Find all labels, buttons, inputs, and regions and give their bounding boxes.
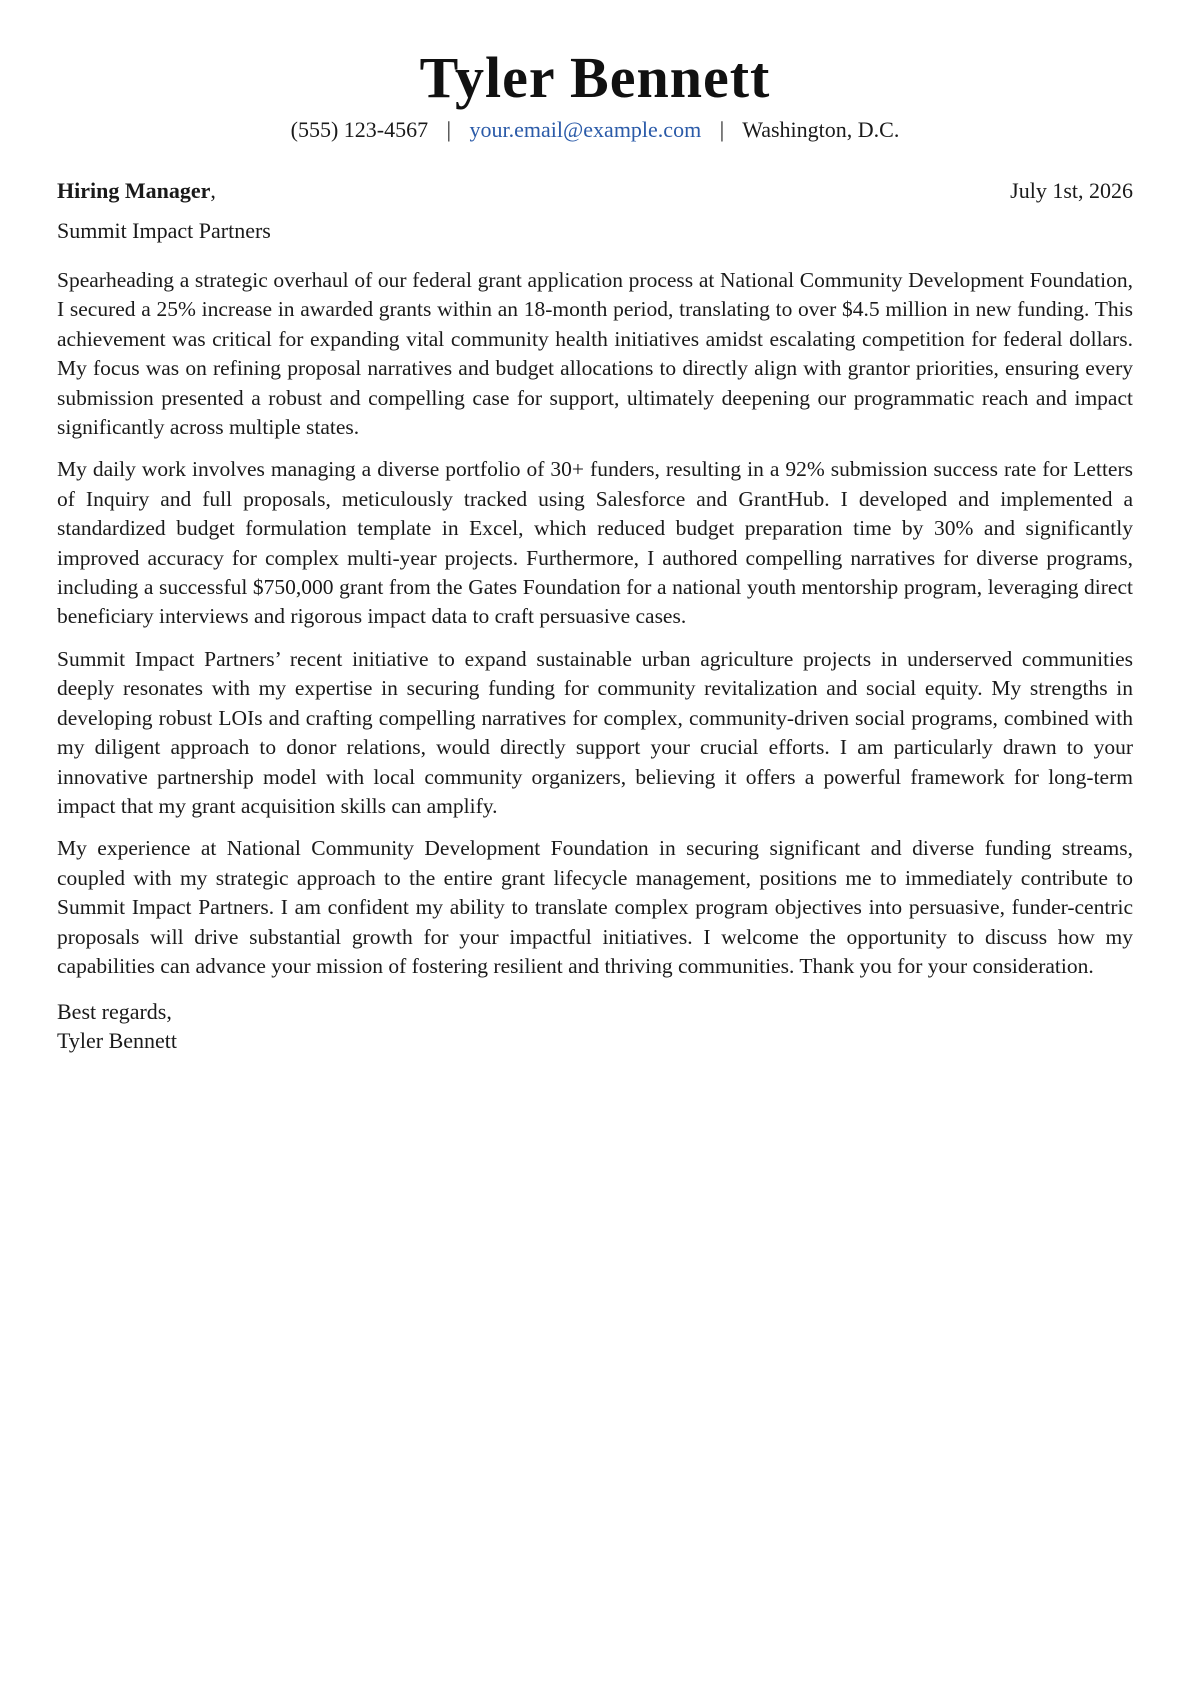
recipient-name-suffix: , <box>210 178 216 203</box>
recipient-name: Hiring Manager <box>57 178 211 203</box>
recipient-company: Summit Impact Partners <box>57 218 271 243</box>
closing-salutation: Best regards, <box>57 999 172 1025</box>
contact-line <box>57 116 1133 144</box>
contact-separator: | <box>446 117 452 142</box>
location: Washington, D.C. <box>742 117 900 142</box>
closing-block <box>57 997 1133 1055</box>
phone-number: (555) 123-4567 <box>290 117 429 142</box>
letter-body <box>57 266 1133 981</box>
cover-letter-page <box>57 0 1133 1055</box>
body-paragraph: My daily work involves managing a diverse portfolio of 30+ funders, resulting in a 92% submission success rate for Letters of Inquiry and full proposals, meticulously tracked using Salesforce and GrantHub. I developed and implemented a standardized budget formulation template in Excel, which reduced budget preparation time by 30% and significantly improved accuracy for complex multi-year projects. Furthermore, I authored compelling narratives for diverse programs, including a successful $750,000 grant from the Gates Foundation for a national youth mentorship program, leveraging direct beneficiary interviews and rigorous impact data to craft persuasive cases. <box>57 457 1133 629</box>
recipient-greeting <box>57 177 216 205</box>
body-paragraph: Spearheading a strategic overhaul of our federal grant application process at National Community Development Foundation, I secured a 25% increase in awarded grants within an 18-month period, translating to over $4.5 million in new funding. This achievement was critical for expanding vital community health initiatives amidst escalating competition for federal dollars. My focus was on refining proposal narratives and budget allocations to directly align with grantor priorities, ensuring every submission presented a robust and compelling case for support, ultimately deepening our programmatic reach and impact significantly across multiple states. <box>57 268 1133 440</box>
closing-signature: Tyler Bennett <box>57 1028 178 1054</box>
email-link[interactable]: your.email@example.com <box>469 117 702 142</box>
applicant-name: Tyler Bennett <box>419 45 771 110</box>
letter-date: July 1st, 2026 <box>1010 178 1133 203</box>
recipient-row <box>57 177 1133 205</box>
body-paragraph: Summit Impact Partners’ recent initiative to expand sustainable urban agriculture projects in underserved communities deeply resonates with my expertise in securing funding for community revitalization and social equity. My strengths in developing robust LOIs and crafting compelling narratives for complex, community-driven social programs, combined with my diligent approach to donor relations, would directly support your crucial efforts. I am particularly drawn to your innovative partnership model with local community organizers, believing it offers a powerful framework for long-term impact that my grant acquisition skills can amplify. <box>57 646 1133 818</box>
contact-separator: | <box>719 117 725 142</box>
body-paragraph: My experience at National Community Development Foundation in securing significant and diverse funding streams, coupled with my strategic approach to the entire grant lifecycle management, positions me to immediately contribute to Summit Impact Partners. I am confident my ability to translate complex program objectives into persuasive, funder-centric proposals will drive substantial growth for your impactful initiatives. I welcome the opportunity to discuss how my capabilities can advance your mission of fostering resilient and thriving communities. Thank you for your consideration. <box>57 836 1133 978</box>
